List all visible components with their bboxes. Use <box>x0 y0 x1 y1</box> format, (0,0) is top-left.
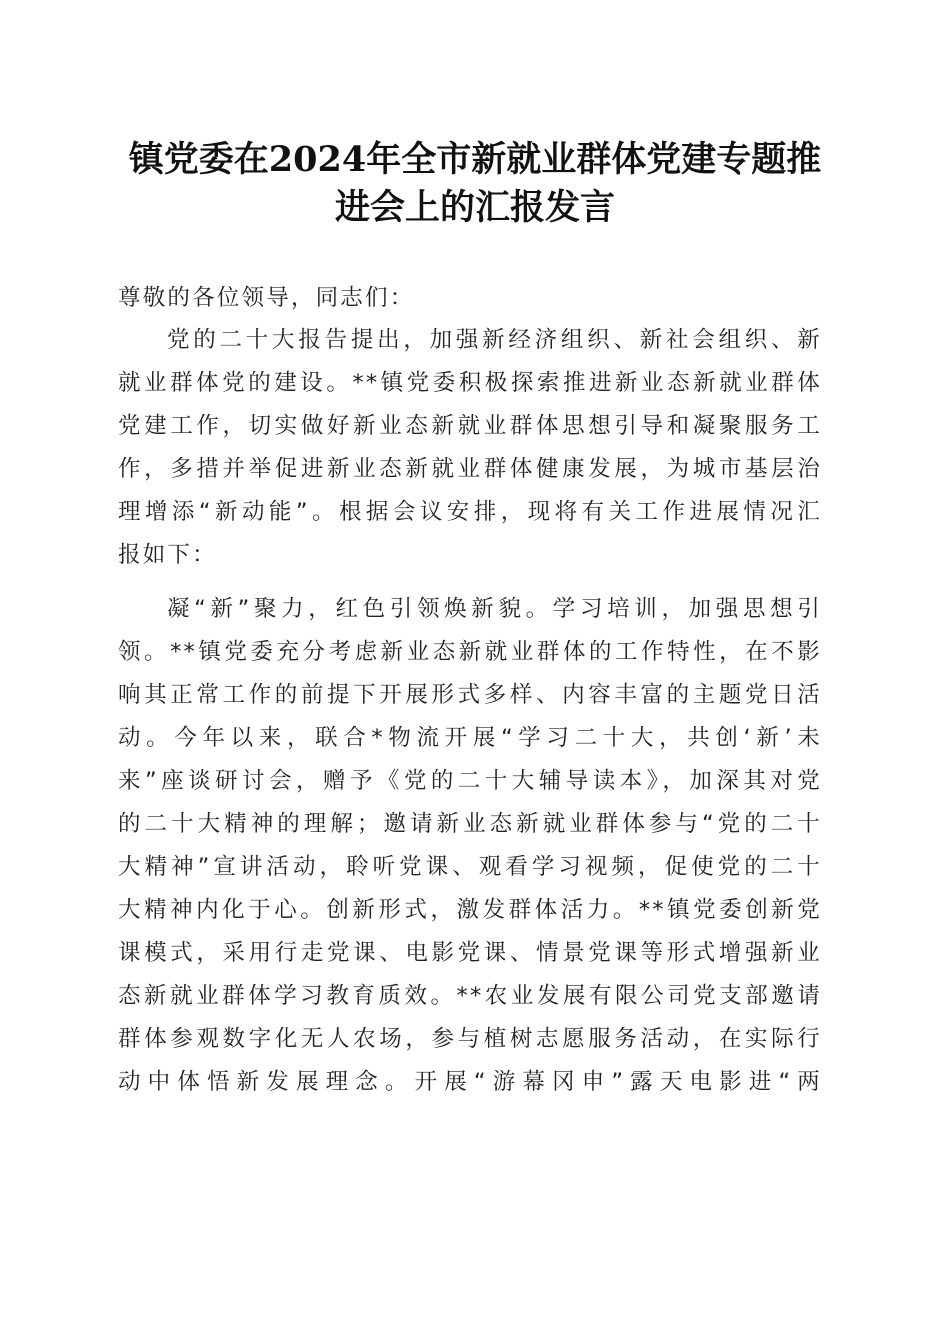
paragraph-2-line: 凝“新”聚力，红色引领焕新貌。学习培训，加强思想引 <box>167 596 822 622</box>
paragraph-1-line: 报如下： <box>118 542 217 568</box>
paragraph-1-line: 党建工作，切实做好新业态新就业群体思想引导和凝聚服务工 <box>118 413 822 439</box>
paragraph-2-line: 领。**镇党委充分考虑新业态新就业群体的工作特性，在不影 <box>118 639 822 665</box>
document-title-line-2: 进会上的汇报发言 <box>334 187 615 228</box>
document-title-line-1: 镇党委在2024年全市新就业群体党建专题推 <box>128 139 822 180</box>
paragraph-1-line: 作，多措并举促进新业态新就业群体健康发展，为城市基层治 <box>118 456 822 482</box>
salutation: 尊敬的各位领导，同志们： <box>118 285 415 311</box>
paragraph-2-line: 动。今年以来，联合*物流开展“学习二十大，共创‘新’未 <box>118 725 822 751</box>
paragraph-2-line: 动中体悟新发展理念。开展“游幕冈申”露天电影进“两 <box>118 1069 822 1095</box>
paragraph-2-line: 课模式，采用行走党课、电影党课、情景党课等形式增强新业 <box>118 940 822 966</box>
paragraph-2-line: 群体参观数字化无人农场，参与植树志愿服务活动，在实际行 <box>118 1026 822 1052</box>
paragraph-1-line: 理增添“新动能”。根据会议安排，现将有关工作进展情况汇 <box>118 499 822 525</box>
paragraph-2-line: 大精神内化于心。创新形式，激发群体活力。**镇党委创新党 <box>118 897 822 923</box>
paragraph-2-line: 态新就业群体学习教育质效。**农业发展有限公司党支部邀请 <box>118 983 822 1009</box>
paragraph-1-line: 党的二十大报告提出，加强新经济组织、新社会组织、新 <box>167 327 822 353</box>
paragraph-2-line: 来”座谈研讨会，赠予《党的二十大辅导读本》，加深其对党 <box>118 768 822 794</box>
paragraph-1-line: 就业群体党的建设。**镇党委积极探索推进新业态新就业群体 <box>118 370 822 396</box>
paragraph-2-line: 的二十大精神的理解；邀请新业态新就业群体参与“党的二十 <box>118 811 822 837</box>
paragraph-2-line: 响其正常工作的前提下开展形式多样、内容丰富的主题党日活 <box>118 682 822 708</box>
paragraph-2-line: 大精神”宣讲活动，聆听党课、观看学习视频，促使党的二十 <box>118 854 822 880</box>
